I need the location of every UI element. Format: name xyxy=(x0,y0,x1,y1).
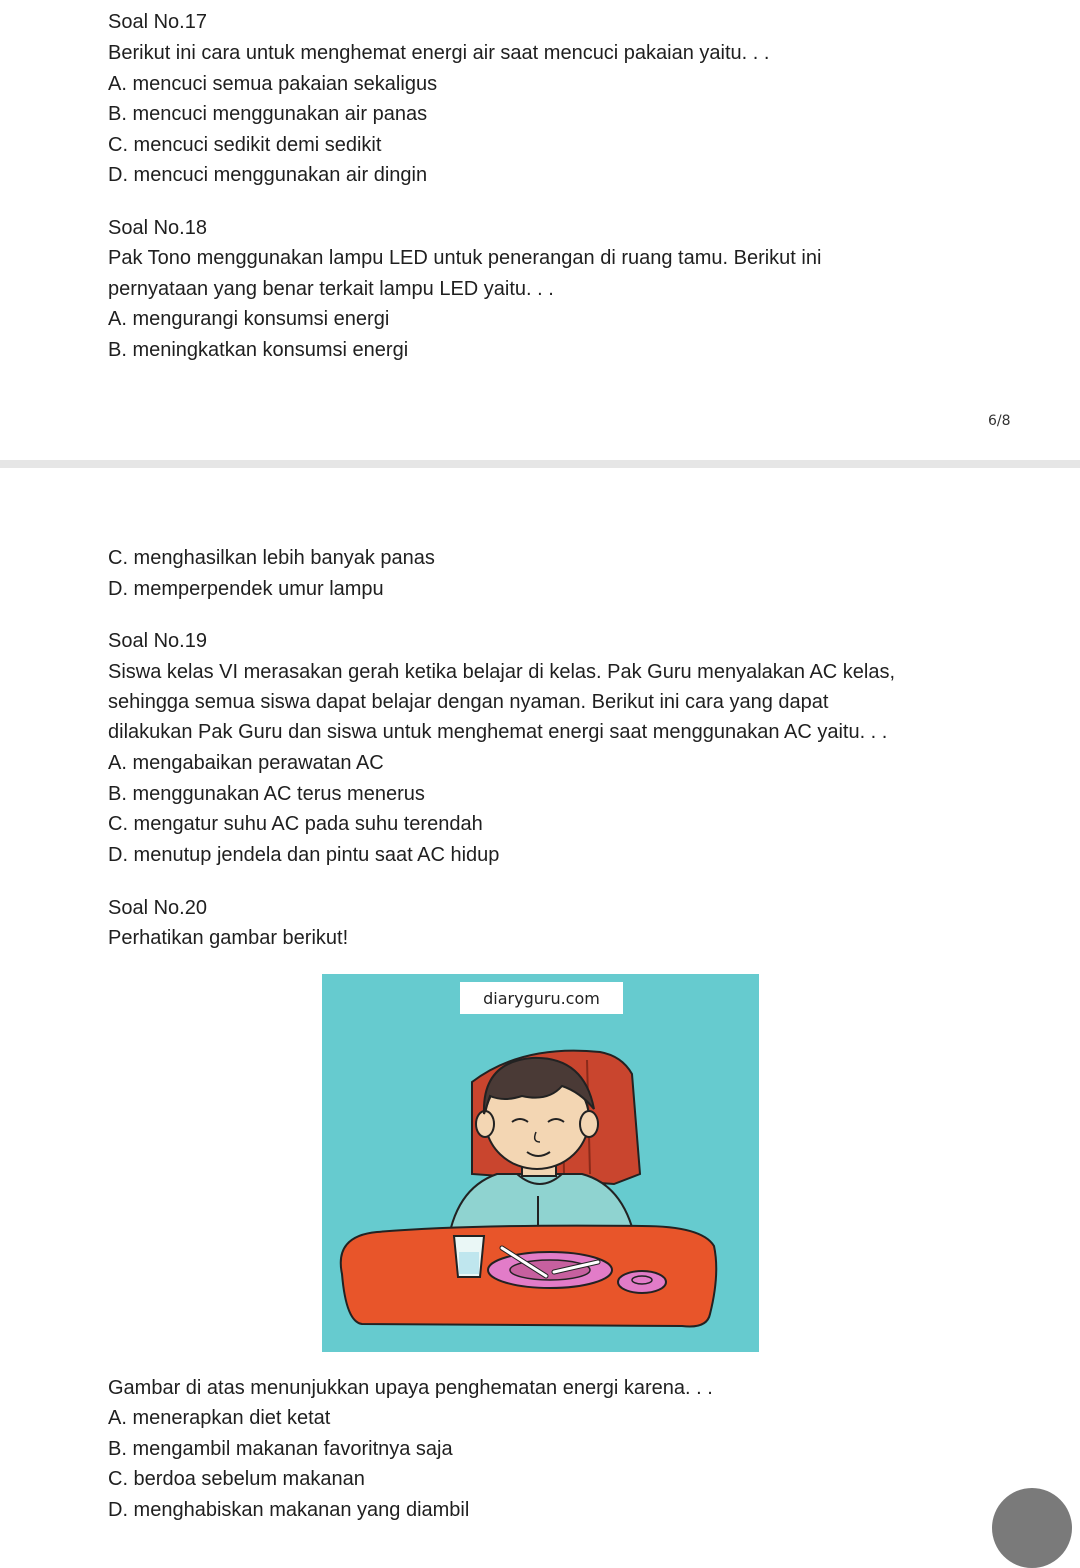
question-18-heading: Soal No.18 xyxy=(108,217,207,239)
boy-ear-left xyxy=(476,1111,494,1137)
question-20-instruction: Perhatikan gambar berikut! xyxy=(108,927,349,949)
glass-water xyxy=(459,1252,479,1274)
question-19-text-line-1: Siswa kelas VI merasakan gerah ketika belajar di kelas. Pak Guru menyalakan AC kelas, xyxy=(108,661,896,683)
document-page-bottom xyxy=(0,468,1080,1540)
question-20-option-c: C. berdoa sebelum makanan xyxy=(108,1468,365,1490)
page-number: 6/8 xyxy=(988,413,1011,429)
question-17-option-d: D. mencuci menggunakan air dingin xyxy=(108,164,428,186)
question-19-heading: Soal No.19 xyxy=(108,630,207,652)
question-20-heading: Soal No.20 xyxy=(108,897,207,919)
question-17-option-b: B. mencuci menggunakan air panas xyxy=(108,103,428,125)
question-19-text-line-3: dilakukan Pak Guru dan siswa untuk menghemat energi saat menggunakan AC yaitu. . . xyxy=(108,721,888,743)
question-20-option-a: A. menerapkan diet ketat xyxy=(108,1407,331,1429)
floating-action-button[interactable] xyxy=(992,1488,1072,1568)
boy-ear-right xyxy=(580,1111,598,1137)
question-19-option-d: D. menutup jendela dan pintu saat AC hidup xyxy=(108,844,500,866)
question-18-text-line-1: Pak Tono menggunakan lampu LED untuk penerangan di ruang tamu. Berikut ini xyxy=(108,247,822,269)
question-17-text: Berikut ini cara untuk menghemat energi air saat mencuci pakaian yaitu. . . xyxy=(108,42,770,64)
question-20-option-d: D. menghabiskan makanan yang diambil xyxy=(108,1499,470,1521)
question-17-heading: Soal No.17 xyxy=(108,11,207,33)
page-separator xyxy=(0,460,1080,468)
question-18-option-a: A. mengurangi konsumsi energi xyxy=(108,308,390,330)
question-19-option-a: A. mengabaikan perawatan AC xyxy=(108,752,384,774)
question-20-option-b: B. mengambil makanan favoritnya saja xyxy=(108,1438,453,1460)
question-20-figure xyxy=(322,974,759,1352)
question-19-text-line-2: sehingga semua siswa dapat belajar dengan nyaman. Berikut ini cara yang dapat xyxy=(108,691,829,713)
question-17-option-a: A. mencuci semua pakaian sekaligus xyxy=(108,73,438,95)
document-page-top xyxy=(0,0,1080,460)
question-18-option-d: D. memperpendek umur lampu xyxy=(108,578,384,600)
question-18-option-c: C. menghasilkan lebih banyak panas xyxy=(108,547,435,569)
question-20-text: Gambar di atas menunjukkan upaya penghematan energi karena. . . xyxy=(108,1377,713,1399)
question-17-option-c: C. mencuci sedikit demi sedikit xyxy=(108,134,382,156)
question-18-option-b: B. meningkatkan konsumsi energi xyxy=(108,339,409,361)
question-19-option-c: C. mengatur suhu AC pada suhu terendah xyxy=(108,813,483,835)
small-saucer xyxy=(618,1271,666,1293)
figure-watermark: diaryguru.com xyxy=(460,982,623,1014)
question-19-option-b: B. menggunakan AC terus menerus xyxy=(108,783,425,805)
boy-eating-illustration xyxy=(322,974,759,1352)
question-18-text-line-2: pernyataan yang benar terkait lampu LED yaitu. . . xyxy=(108,278,554,300)
